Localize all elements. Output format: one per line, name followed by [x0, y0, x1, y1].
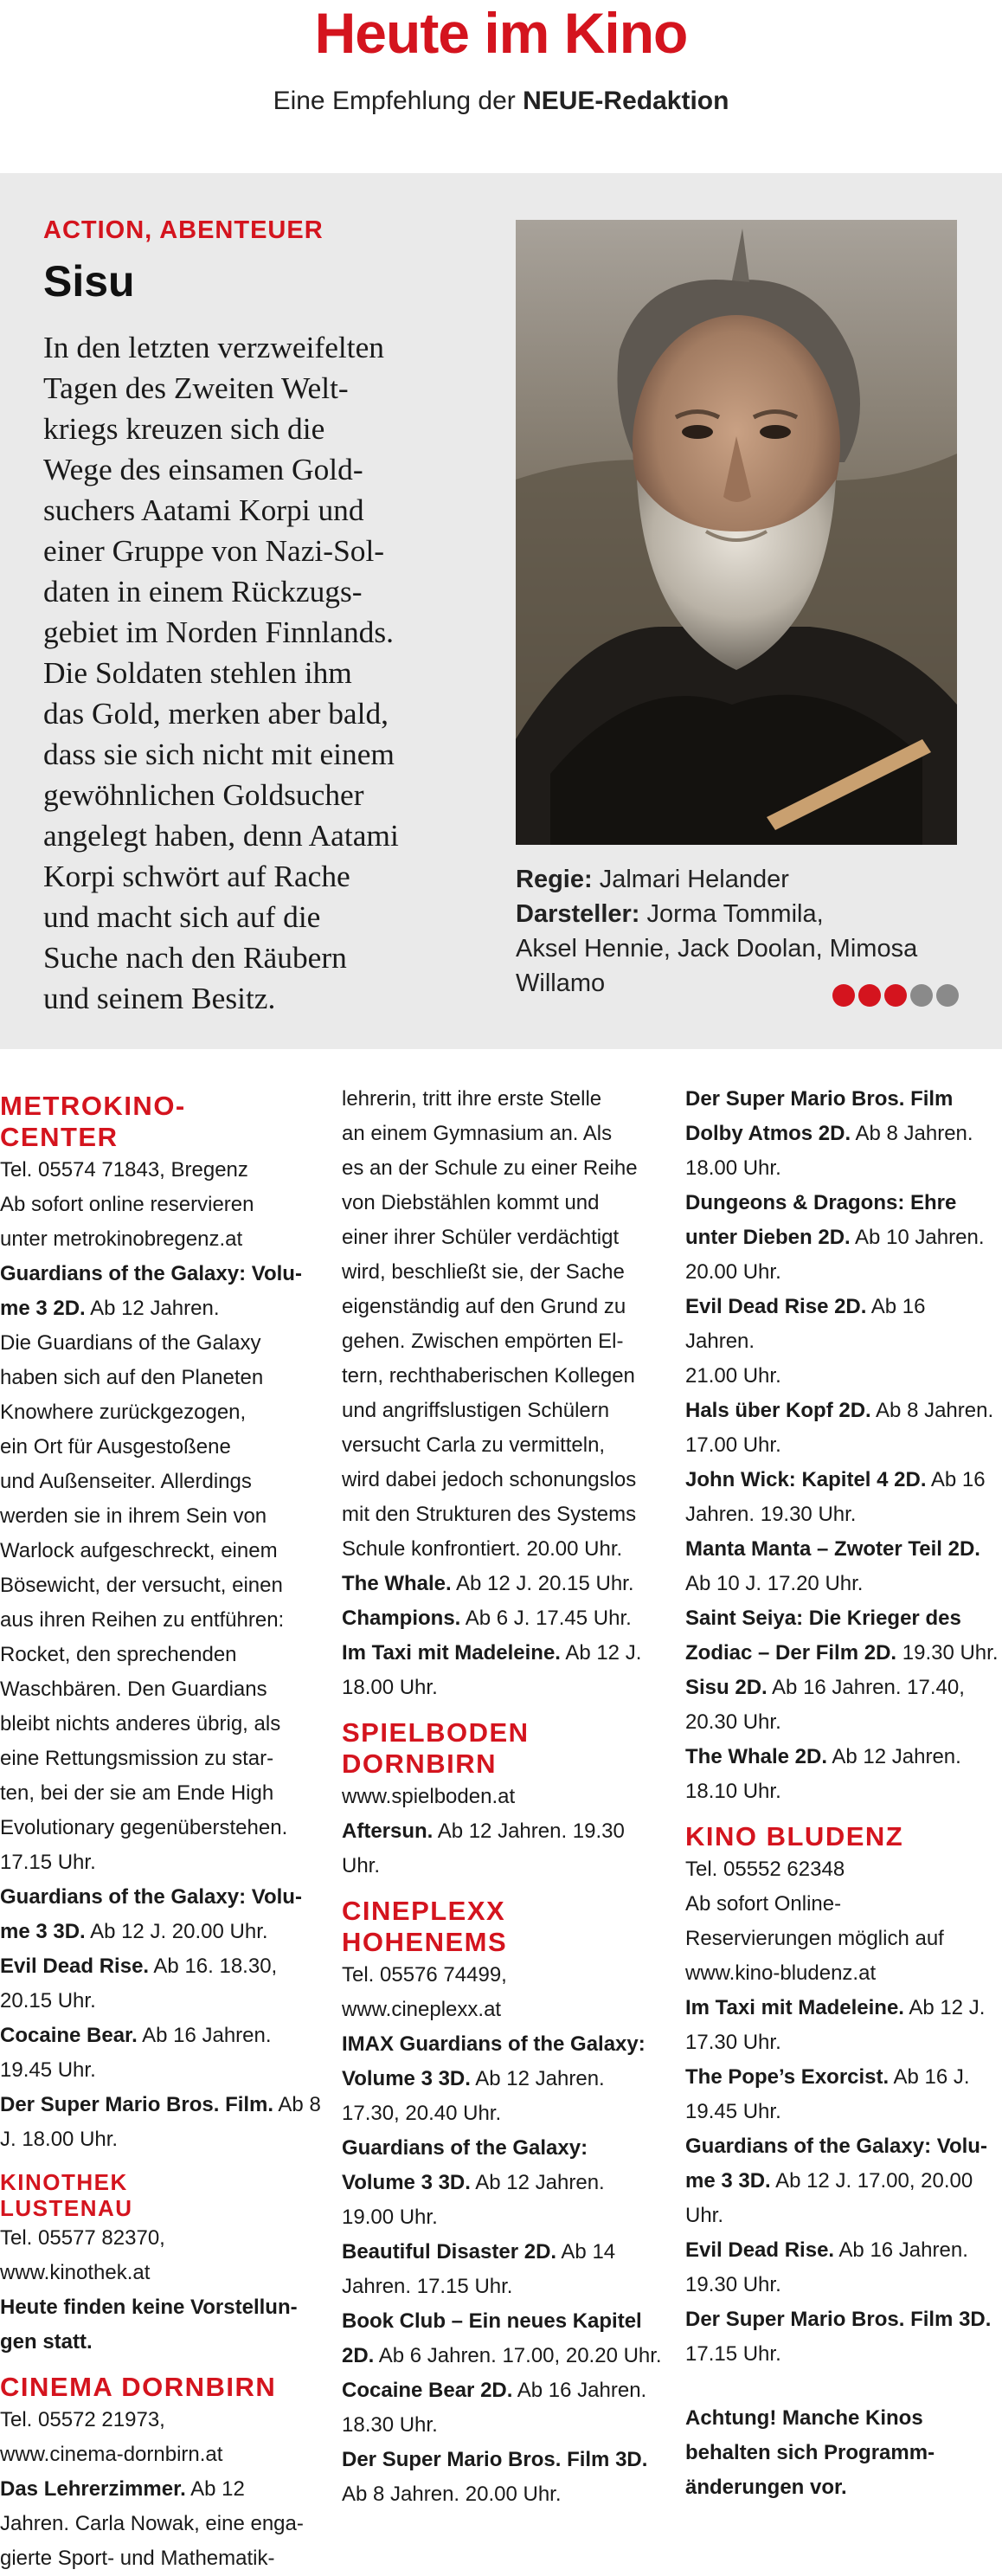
listing-text-line: Rocket, den sprechenden: [0, 1643, 237, 1666]
featured-film-title: Sisu: [43, 257, 135, 306]
listing-text-line: 19.00 Uhr.: [342, 2206, 438, 2229]
movie-title: Manta Manta – Zwoter Teil 2D.: [685, 1537, 980, 1561]
movie-listing-line: [685, 1290, 1000, 1359]
movie-listing-line: [342, 2166, 671, 2200]
listing-text-line: Tel. 05572 21973,: [0, 2408, 165, 2431]
synopsis-line: Die Soldaten stehlen ihm: [43, 655, 352, 690]
listing-text-line: Warlock aufgeschreckt, einem: [0, 1539, 278, 1562]
synopsis-line: das Gold, merken aber bald,: [43, 696, 389, 731]
movie-details: 19.30 Uhr.: [896, 1641, 999, 1665]
synopsis-line: gebiet im Norden Finnlands.: [43, 615, 394, 649]
subtitle-publisher: NEUE-Redaktion: [523, 87, 729, 115]
movie-details: Ab 8 Jahren.: [870, 1399, 994, 1422]
cinema-name: DORNBIRN: [342, 1748, 498, 1779]
movie-details: Ab 8 Jahren.: [851, 1122, 973, 1145]
listing-text-line: Ab sofort Online-: [685, 1892, 842, 1916]
movie-listing-line: [685, 1394, 1000, 1428]
listing-text-line: Evolutionary gegenüberstehen.: [0, 1816, 288, 1839]
listing-text-line: Tel. 05552 62348: [685, 1858, 845, 1881]
listing-text-line: 17.15 Uhr.: [0, 1851, 96, 1874]
movie-title: Guardians of the Galaxy: Volu-: [685, 2135, 987, 2158]
movie-title: Heute finden keine Vorstellun-: [0, 2296, 298, 2319]
movie-listing-line: [0, 2472, 327, 2507]
movie-title: The Whale 2D.: [685, 1745, 828, 1768]
movie-listing-line: [342, 1636, 671, 1671]
listing-text-line: www.kino-bludenz.at: [685, 1961, 877, 1985]
movie-title: unter Dieben 2D.: [685, 1226, 851, 1249]
listing-text-line: 19.30 Uhr.: [685, 2273, 781, 2296]
listing-column-2: [342, 1082, 671, 2512]
listing-text-line: werden sie in ihrem Sein von: [0, 1504, 267, 1528]
movie-details: Ab 12 J.: [560, 1641, 642, 1665]
synopsis-line: angelegt haben, denn Aatami: [43, 818, 399, 853]
rating-dot-filled: [858, 984, 881, 1007]
page-header: [0, 0, 1002, 138]
movie-listing-line: [0, 2325, 327, 2360]
movie-details: Ab 16 J.: [889, 2065, 970, 2089]
page-title: Heute im Kino: [314, 1, 688, 65]
movie-details: Ab 12 J. 17.00, 20.00 Uhr.: [685, 2169, 973, 2227]
movie-listing-line: [685, 2164, 1000, 2233]
listing-text-line: aus ihren Reihen zu entführen:: [0, 1608, 285, 1632]
director-name: Jalmari Helander: [599, 866, 789, 893]
movie-listing-line: [342, 2339, 671, 2373]
movie-listing-line: [342, 2027, 671, 2062]
movie-title: IMAX Guardians of the Galaxy:: [342, 2032, 646, 2056]
movie-title: me 3 3D.: [685, 2169, 771, 2193]
movie-details: Ab 16 Jahren.: [512, 2379, 647, 2402]
cinema-name: KINOTHEK: [0, 2169, 128, 2195]
movie-listing-line: [0, 1291, 327, 1326]
director-line: [516, 862, 966, 897]
listing-text-line: Reservierungen möglich auf: [685, 1927, 944, 1950]
movie-listing-line: [342, 2443, 671, 2477]
movie-title: The Whale.: [342, 1572, 452, 1595]
synopsis-line: Suche nach den Räubern: [43, 940, 347, 975]
listing-text-line: 17.30, 20.40 Uhr.: [342, 2102, 502, 2125]
movie-title: me 3 3D.: [0, 1920, 86, 1943]
movie-title: Evil Dead Rise.: [685, 2238, 835, 2262]
program-change-note: behalten sich Programm-: [685, 2441, 935, 2464]
movie-title: Volume 3 3D.: [342, 2067, 471, 2090]
cast-label: Darsteller:: [516, 900, 640, 928]
listing-text-line: J. 18.00 Uhr.: [0, 2128, 119, 2151]
cinema-name: CINEMA DORNBIRN: [0, 2372, 277, 2402]
movie-title: Sisu 2D.: [685, 1676, 768, 1699]
movie-listing-line: [342, 2304, 671, 2339]
movie-details: Ab 16. 18.30,: [149, 1955, 278, 1978]
movie-title: me 3 2D.: [0, 1297, 86, 1320]
listing-text-line: Uhr.: [342, 1854, 381, 1877]
movie-listing-line: [685, 1740, 1000, 1774]
movie-details: Ab 16 Jahren.: [137, 2024, 272, 2047]
movie-listing-line: [0, 1915, 327, 1949]
movie-title: Beautiful Disaster 2D.: [342, 2240, 557, 2264]
synopsis-line: und macht sich auf die: [43, 899, 321, 934]
cast-names-1: Jorma Tommila,: [646, 900, 824, 928]
cinema-name: CINEPLEXX: [342, 1896, 506, 1926]
movie-title: Guardians of the Galaxy: Volu-: [0, 1262, 302, 1285]
synopsis-line: In den letzten verzweifelten: [43, 330, 384, 364]
movie-details: Ab 12 J. 20.00 Uhr.: [85, 1920, 268, 1943]
listing-text-line: 18.00 Uhr.: [342, 1676, 438, 1699]
listing-text-line: Bösewicht, der versucht, einen: [0, 1574, 283, 1597]
movie-title: Der Super Mario Bros. Film: [685, 1087, 954, 1111]
movie-listing-line: [685, 1463, 1000, 1497]
synopsis-line: Tagen des Zweiten Welt-: [43, 370, 349, 405]
movie-title: Guardians of the Galaxy:: [342, 2136, 588, 2160]
movie-title: Evil Dead Rise 2D.: [685, 1295, 867, 1318]
listing-text-line: wird dabei jedoch schonungslos: [342, 1468, 637, 1491]
movie-listing-line: [685, 2060, 1000, 2095]
program-change-note: Achtung! Manche Kinos: [685, 2406, 923, 2430]
rating-dot-empty: [910, 984, 933, 1007]
movie-details: Ab 12 Jahren.: [470, 2171, 605, 2194]
listing-text-line: Jahren. Carla Nowak, eine enga-: [0, 2512, 304, 2535]
movie-details: Ab 6 J. 17.45 Uhr.: [460, 1607, 632, 1630]
movie-title: Im Taxi mit Madeleine.: [685, 1996, 904, 2019]
movie-title: Aftersun.: [342, 1819, 434, 1843]
movie-listing-line: [685, 1532, 1000, 1567]
listing-column-3: [685, 1082, 1000, 2505]
listing-text-line: gierte Sport- und Mathematik-: [0, 2547, 275, 2570]
listing-text-line: Tel. 05576 74499,: [342, 1963, 507, 1987]
listing-text-line: gehen. Zwischen empörten El-: [342, 1330, 624, 1353]
movie-title: Zodiac – Der Film 2D.: [685, 1641, 897, 1665]
listing-text-line: 20.15 Uhr.: [0, 1989, 96, 2012]
movie-details: Ab 10 Jahren.: [850, 1226, 985, 1249]
movie-listing-line: [0, 1949, 327, 1984]
synopsis-line: und seinem Besitz.: [43, 981, 276, 1015]
movie-listing-line: [685, 2129, 1000, 2164]
synopsis-line: gewöhnlichen Goldsucher: [43, 777, 364, 812]
movie-title: Saint Seiya: Die Krieger des: [685, 1607, 961, 1630]
synopsis-line: kriegs kreuzen sich die: [43, 411, 325, 446]
movie-listing-line: [342, 1567, 671, 1601]
program-change-note: änderungen vor.: [685, 2476, 847, 2499]
cinema-name: HOHENEMS: [342, 1927, 508, 1957]
listing-text-line: Schule konfrontiert. 20.00 Uhr.: [342, 1537, 623, 1561]
movie-details: Ab 12: [185, 2477, 245, 2501]
synopsis-line: Wege des einsamen Gold-: [43, 452, 363, 486]
movie-listing-line: [685, 1991, 1000, 2025]
movie-title: Guardians of the Galaxy: Volu-: [0, 1885, 302, 1909]
listing-text-line: und angriffslustigen Schülern: [342, 1399, 610, 1422]
listing-text-line: 17.15 Uhr.: [685, 2342, 781, 2366]
movie-listing-line: [0, 2290, 327, 2325]
film-still-illustration: [516, 220, 957, 845]
subtitle-prefix: Eine Empfehlung der: [273, 87, 523, 115]
movie-listing-line: [685, 1220, 1000, 1255]
listing-text-line: 20.30 Uhr.: [685, 1710, 781, 1734]
rating-dots: [832, 984, 959, 1010]
movie-title: The Pope’s Exorcist.: [685, 2065, 890, 2089]
listing-text-line: bleibt nichts anderes übrig, als: [0, 1712, 281, 1736]
movie-details: Ab 16 Jahren. 17.40,: [767, 1676, 965, 1699]
cinema-name: LUSTENAU: [0, 2195, 133, 2221]
listing-text-line: 18.00 Uhr.: [685, 1156, 781, 1180]
rating-dot-empty: [936, 984, 959, 1007]
synopsis-line: dass sie sich nicht mit einem: [43, 737, 395, 771]
movie-title: Cocaine Bear.: [0, 2024, 138, 2047]
movie-title: Dolby Atmos 2D.: [685, 1122, 851, 1145]
movie-details: Ab 14: [556, 2240, 616, 2264]
cast-names-2: Aksel Hennie, Jack Doolan, Mimosa: [516, 935, 918, 963]
listing-text-line: und Außenseiter. Allerdings: [0, 1470, 252, 1493]
movie-listing-line: [685, 1082, 1000, 1117]
movie-title: 2D.: [342, 2344, 375, 2367]
movie-listing-line: [685, 2302, 1000, 2337]
listing-text-line: 21.00 Uhr.: [685, 1364, 781, 1388]
movie-listing-line: [342, 1814, 671, 1849]
movie-title: Der Super Mario Bros. Film 3D.: [685, 2308, 992, 2331]
movie-title: Das Lehrerzimmer.: [0, 2477, 186, 2501]
movie-title: Champions.: [342, 1607, 461, 1630]
listing-text-line: Knowhere zurückgezogen,: [0, 1401, 247, 1424]
movie-details: Ab 16: [926, 1468, 986, 1491]
listing-text-line: 17.30 Uhr.: [685, 2031, 781, 2054]
movie-listing-line: [342, 2235, 671, 2270]
listing-text-line: eigenständig auf den Grund zu: [342, 1295, 626, 1318]
movie-listing-line: [342, 2062, 671, 2096]
movie-title: Hals über Kopf 2D.: [685, 1399, 871, 1422]
listing-text-line: ten, bei der sie am Ende High: [0, 1781, 274, 1805]
movie-listing-line: [0, 2088, 327, 2122]
featured-credits: [516, 862, 966, 1001]
movie-details: Ab 16 Jahren.: [685, 1295, 926, 1353]
listing-text-line: versucht Carla zu vermitteln,: [342, 1433, 606, 1457]
rating-dot-filled: [884, 984, 907, 1007]
movie-details: Ab 12 Jahren.: [827, 1745, 961, 1768]
movie-details: Ab 8: [273, 2093, 321, 2116]
movie-details: Ab 6 Jahren. 17.00, 20.20 Uhr.: [374, 2344, 662, 2367]
movie-listing-line: [685, 1601, 1000, 1636]
movie-listing-line: [342, 1601, 671, 1636]
listing-text-line: ein Ort für Ausgestoßene: [0, 1435, 231, 1459]
listing-text-line: Jahren. 19.30 Uhr.: [685, 1503, 857, 1526]
movie-title: Im Taxi mit Madeleine.: [342, 1641, 561, 1665]
page-subtitle: [0, 85, 1002, 118]
movie-listing-line: [0, 1257, 327, 1291]
movie-listing-line: [685, 2233, 1000, 2268]
listing-text-line: www.spielboden.at: [342, 1785, 516, 1808]
cast-line-1: [516, 897, 966, 931]
listing-text-line: es an der Schule zu einer Reihe: [342, 1156, 638, 1180]
listing-text-line: eine Rettungsmission zu star-: [0, 1747, 274, 1770]
cinema-name: SPIELBODEN: [342, 1717, 530, 1748]
movie-details: Ab 12 Jahren.: [470, 2067, 605, 2090]
synopsis-line: suchers Aatami Korpi und: [43, 493, 364, 527]
listing-text-line: 17.00 Uhr.: [685, 1433, 781, 1457]
synopsis-line: Korpi schwört auf Rache: [43, 859, 350, 893]
movie-title: Dungeons & Dragons: Ehre: [685, 1191, 957, 1214]
movie-title: Der Super Mario Bros. Film 3D.: [342, 2448, 648, 2471]
listing-text-line: 20.00 Uhr.: [685, 1260, 781, 1284]
listing-text-line: mit den Strukturen des Systems: [342, 1503, 637, 1526]
movie-title: Der Super Mario Bros. Film.: [0, 2093, 274, 2116]
movie-details: Ab 12 Jahren. 19.30: [433, 1819, 625, 1843]
listing-text-line: unter metrokinobregenz.at: [0, 1227, 243, 1251]
featured-synopsis: [43, 327, 493, 1019]
movie-listing-line: [0, 2019, 327, 2053]
listing-text-line: 19.45 Uhr.: [0, 2058, 96, 2082]
movie-listing-line: [685, 1186, 1000, 1220]
cast-names-3: Willamo: [516, 969, 606, 997]
movie-title: Book Club – Ein neues Kapitel: [342, 2309, 642, 2333]
listing-text-line: lehrerin, tritt ihre erste Stelle: [342, 1087, 602, 1111]
synopsis-line: einer Gruppe von Nazi-Sol-: [43, 533, 385, 568]
listing-text-line: an einem Gymnasium an. Als: [342, 1122, 613, 1145]
movie-details: Ab 16 Jahren.: [834, 2238, 968, 2262]
rating-dot-filled: [832, 984, 855, 1007]
listing-text-line: Tel. 05577 82370,: [0, 2226, 165, 2250]
cinema-name: METROKINO-: [0, 1091, 186, 1121]
movie-details: Ab 12 J. 20.15 Uhr.: [451, 1572, 634, 1595]
movie-details: Ab 12 Jahren.: [85, 1297, 220, 1320]
listing-text-line: Jahren. 17.15 Uhr.: [342, 2275, 513, 2298]
listing-text-line: Ab 8 Jahren. 20.00 Uhr.: [342, 2483, 562, 2506]
movie-title: Volume 3 3D.: [342, 2171, 471, 2194]
listing-text-line: www.cinema-dornbirn.at: [0, 2443, 223, 2466]
listing-text-line: www.kinothek.at: [0, 2261, 151, 2284]
movie-listing-line: [342, 2131, 671, 2166]
movie-listing-line: [685, 1671, 1000, 1705]
listing-text-line: 18.30 Uhr.: [342, 2413, 438, 2437]
listing-text-line: haben sich auf den Planeten: [0, 1366, 264, 1389]
movie-listing-line: [342, 2373, 671, 2408]
cinema-name: KINO BLUDENZ: [685, 1821, 904, 1852]
featured-genre: ACTION, ABENTEUER: [43, 216, 324, 244]
movie-title: Cocaine Bear 2D.: [342, 2379, 513, 2402]
director-label: Regie:: [516, 866, 593, 893]
listing-text-line: 19.45 Uhr.: [685, 2100, 781, 2123]
movie-listing-line: [0, 1880, 327, 1915]
listing-text-line: Ab 10 J. 17.20 Uhr.: [685, 1572, 864, 1595]
movie-title: gen statt.: [0, 2330, 93, 2354]
listing-text-line: 18.10 Uhr.: [685, 1780, 781, 1803]
movie-title: Evil Dead Rise.: [0, 1955, 150, 1978]
featured-film-panel: [0, 173, 1002, 1049]
listing-text-line: Die Guardians of the Galaxy: [0, 1331, 261, 1355]
movie-title: John Wick: Kapitel 4 2D.: [685, 1468, 927, 1491]
listing-text-line: Waschbären. Den Guardians: [0, 1678, 267, 1701]
listing-text-line: tern, rechthaberischen Kollegen: [342, 1364, 635, 1388]
movie-details: Ab 12 J.: [903, 1996, 986, 2019]
listing-text-line: Tel. 05574 71843, Bregenz: [0, 1158, 248, 1182]
listing-text-line: wird, beschließt sie, der Sache: [342, 1260, 625, 1284]
listing-text-line: einer ihrer Schüler verdächtigt: [342, 1226, 620, 1249]
movie-listing-line: [685, 1636, 1000, 1671]
synopsis-line: daten in einem Rückzugs-: [43, 574, 363, 609]
listing-text-line: von Diebstählen kommt und: [342, 1191, 600, 1214]
listing-text-line: Ab sofort online reservieren: [0, 1193, 254, 1216]
listing-text-line: www.cineplexx.at: [342, 1998, 502, 2021]
listing-column-1: [0, 1082, 327, 2576]
cinema-name: CENTER: [0, 1122, 119, 1152]
film-still-photo: [516, 220, 957, 845]
movie-listing-line: [685, 1117, 1000, 1151]
